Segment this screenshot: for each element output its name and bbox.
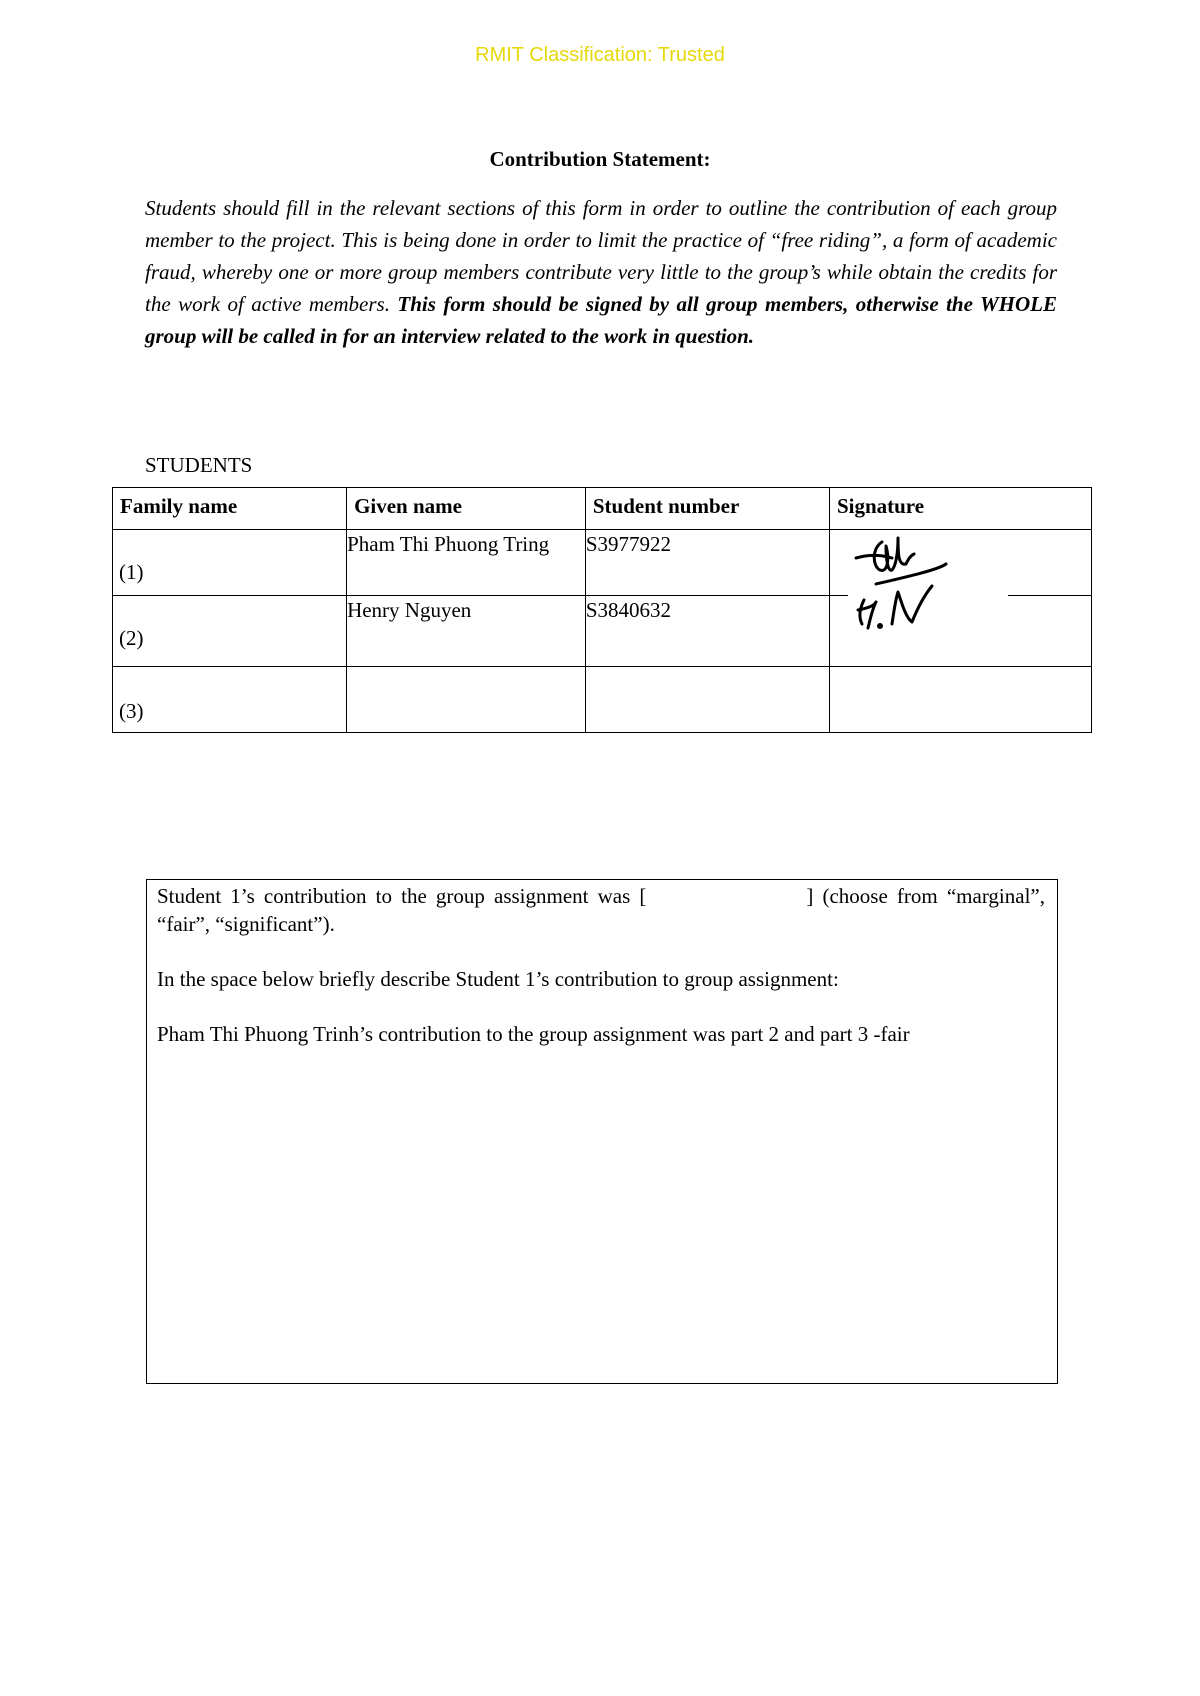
page-title: Contribution Statement: [489,147,711,171]
family-name-cell [113,530,347,596]
student-number-cell [585,530,829,596]
rating-text-start: Student 1’s contribution to the group assignment was [ [157,884,647,908]
header-student-number: Student number [585,488,829,530]
family-name-cell [113,667,347,733]
intro-bold-text: This form should be signed by all group members, otherwise the WHOLE group will be called in for an interview related to the work in question. [145,292,1057,348]
intro-paragraph [145,192,1057,352]
given-name-value: Henry Nguyen [347,598,472,622]
signature-image [842,528,1012,648]
intro-italic-text: Students should fill in the relevant sections of this form in order to outline the contribution of each group member to the project. This is being done in order to limit the practice of “free riding”, a form of academic fraud, whereby one or more group members contribute very little to the group’s while obtain the credits for the work of active members. [145,196,1057,316]
table-row [113,667,1092,733]
student-number-cell [585,667,829,733]
classification-header: RMIT Classification: Trusted [475,44,725,66]
contribution-rating-line [157,882,1045,938]
student-number-value: S3840632 [585,598,672,622]
contribution-box [146,879,1058,1384]
row-number: (2) [119,626,144,650]
given-name-value: Pham Thi Phuong Tring [347,532,550,556]
row-number: (1) [119,560,144,584]
header-family-name: Family name [113,488,347,530]
student-number-value: S3977922 [585,532,672,556]
student-number-value [586,667,829,669]
table-header-row [113,488,1092,530]
signature-cell [829,667,1091,733]
given-name-cell [347,596,586,667]
student-number-cell [585,596,829,667]
contribution-answer: Pham Thi Phuong Trinh’s contribution to the group assignment was part 2 and part 3 -fair [157,1022,910,1046]
header-given-name: Given name [347,488,586,530]
given-name-cell [347,667,586,733]
header-signature: Signature [829,488,1091,530]
students-label: STUDENTS [145,453,253,477]
given-name-cell [347,530,586,596]
given-name-value [347,667,585,669]
contribution-prompt: In the space below briefly describe Student 1’s contribution to group assignment: [157,967,839,991]
rating-text-end: ] (choose from “marginal”, “fair”, “significant”). [157,884,1045,936]
family-name-cell [113,596,347,667]
row-number: (3) [119,699,144,723]
